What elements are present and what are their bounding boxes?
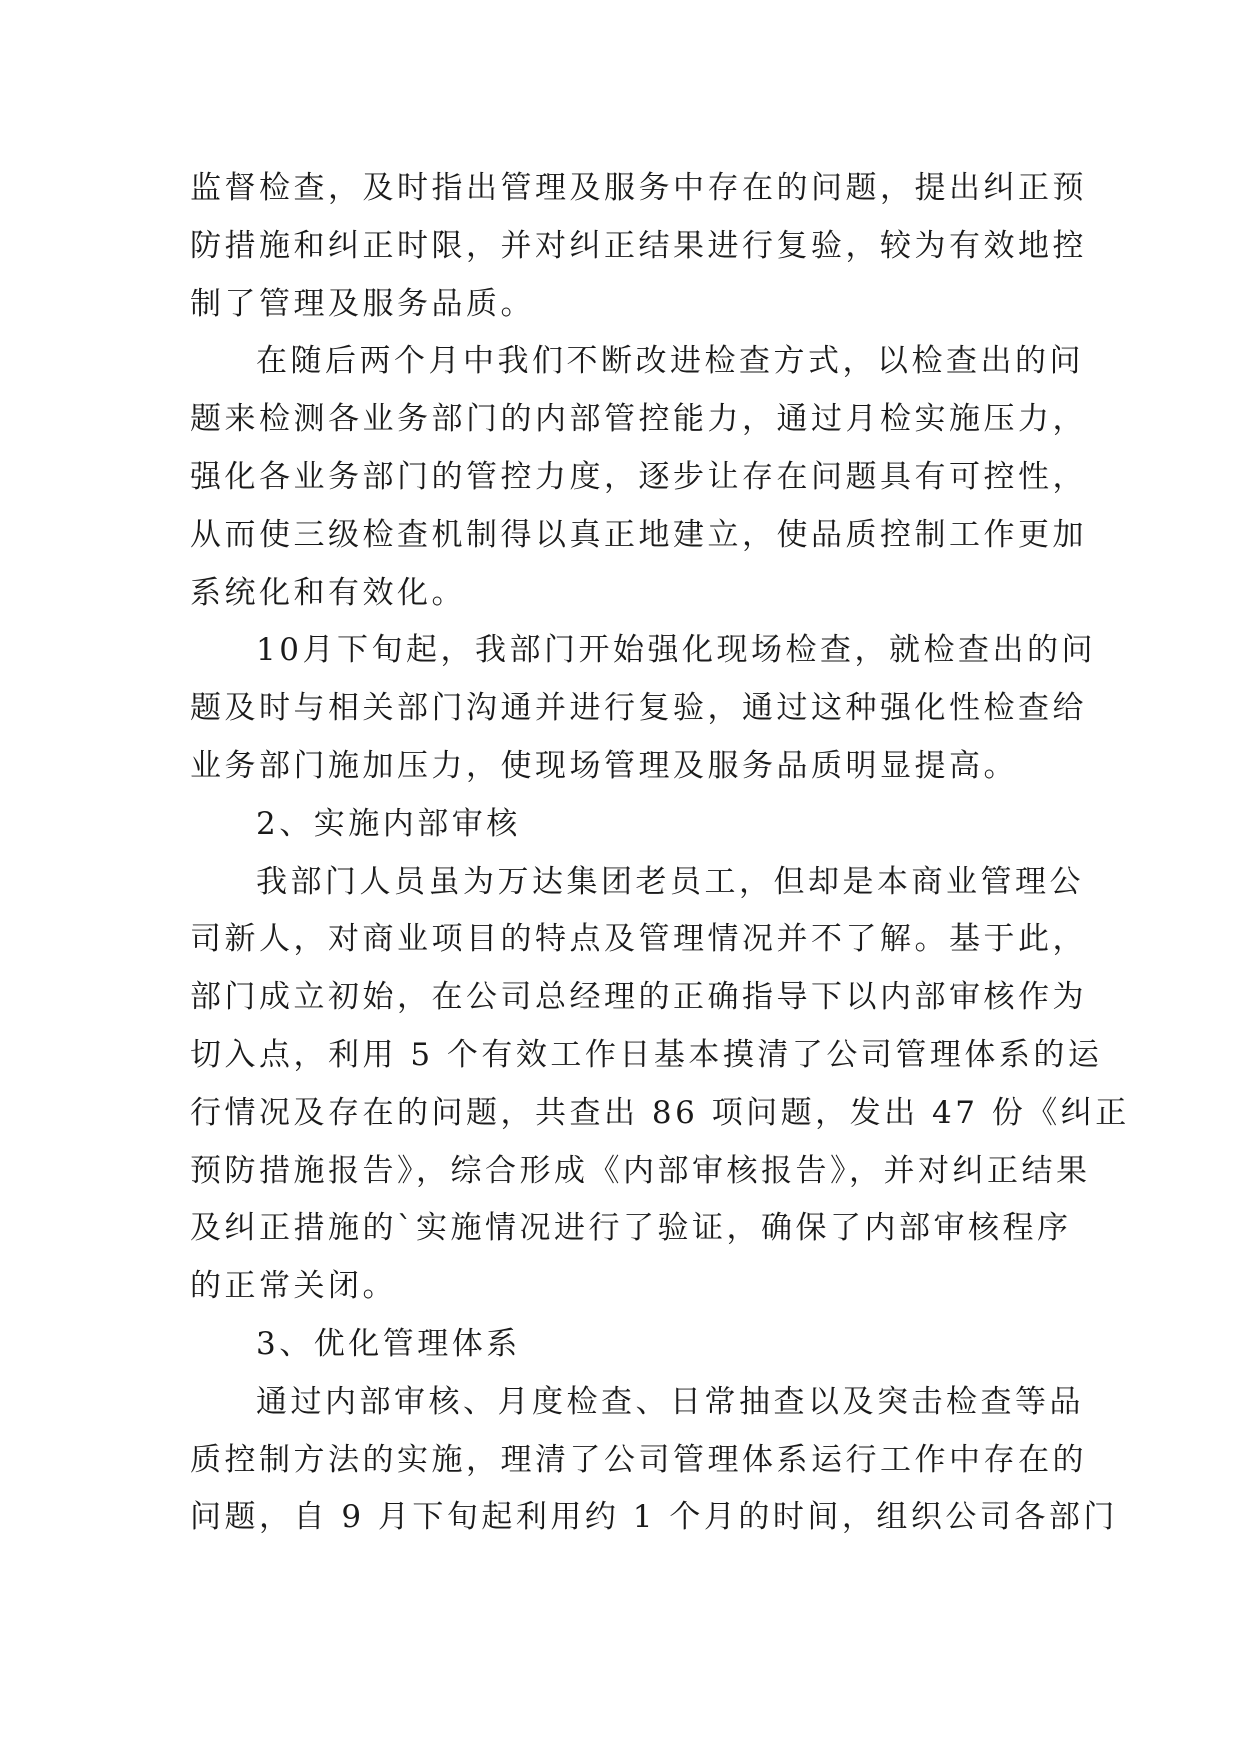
text-line: 预防措施报告》，综合形成《内部审核报告》，并对纠正结果	[190, 1152, 1091, 1189]
text-line: 我部门人员虽为万达集团老员工，但却是本商业管理公	[256, 863, 1084, 900]
text-line: 系统化和有效化。	[190, 574, 466, 611]
text-line: 司新人，对商业项目的特点及管理情况并不了解。基于此，	[190, 921, 1087, 958]
text-line: 3、优化管理体系	[256, 1325, 521, 1362]
text-line: 制了管理及服务品质。	[190, 285, 535, 322]
text-line: 业务部门施加压力，使现场管理及服务品质明显提高。	[190, 747, 1018, 784]
text-line: 及纠正措施的`实施情况进行了验证，确保了内部审核程序	[190, 1210, 1072, 1247]
text-line: 在随后两个月中我们不断改进检查方式，以检查出的问	[256, 343, 1084, 380]
text-line: 10月下旬起，我部门开始强化现场检查，就检查出的问	[256, 632, 1096, 669]
text-line: 强化各业务部门的管控力度，逐步让存在问题具有可控性，	[190, 458, 1087, 495]
text-line: 质控制方法的实施，理清了公司管理体系运行工作中存在的	[190, 1441, 1087, 1478]
text-line: 从而使三级检查机制得以真正地建立，使品质控制工作更加	[190, 516, 1087, 553]
text-line: 的正常关闭。	[190, 1268, 397, 1305]
text-line: 部门成立初始，在公司总经理的正确指导下以内部审核作为	[190, 979, 1087, 1016]
text-line: 通过内部审核、月度检查、日常抽查以及突击检查等品	[256, 1383, 1084, 1420]
text-line: 行情况及存在的问题，共查出 86 项问题，发出 47 份《纠正	[190, 1094, 1130, 1131]
text-line: 防措施和纠正时限，并对纠正结果进行复验，较为有效地控	[190, 227, 1087, 264]
text-line: 2、实施内部审核	[256, 805, 521, 842]
text-line: 题来检测各业务部门的内部管控能力，通过月检实施压力，	[190, 401, 1087, 438]
document-body	[190, 160, 1130, 1547]
text-line: 问题，自 9 月下旬起利用约 1 个月的时间，组织公司各部门	[190, 1499, 1118, 1536]
text-line: 题及时与相关部门沟通并进行复验，通过这种强化性检查给	[190, 690, 1087, 727]
text-line: 切入点，利用 5 个有效工作日基本摸清了公司管理体系的运	[190, 1036, 1103, 1073]
text-line: 监督检查，及时指出管理及服务中存在的问题，提出纠正预	[190, 170, 1087, 206]
